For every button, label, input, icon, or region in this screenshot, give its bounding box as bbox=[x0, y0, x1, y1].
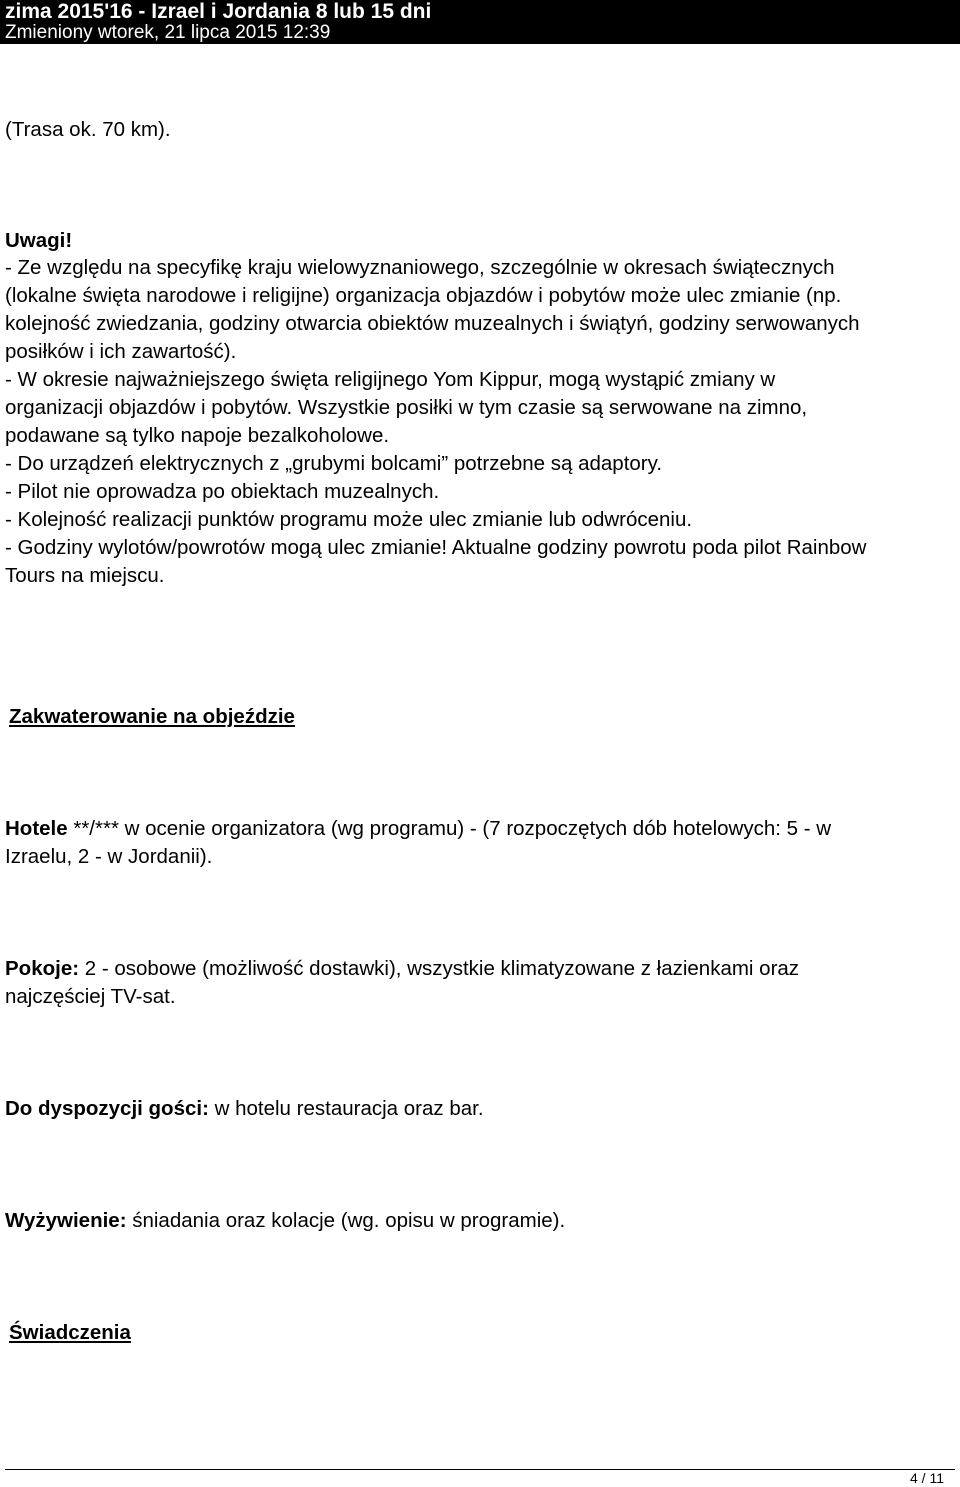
facilities-label: Do dyspozycji gości: bbox=[5, 1097, 209, 1120]
accommodation-heading: Zakwaterowanie na objeździe bbox=[9, 705, 295, 728]
rooms-line bbox=[5, 955, 955, 983]
notes-line: (lokalne święta narodowe i religijne) organizacja objazdów i pobytów może ulec zmianie (np. bbox=[5, 284, 842, 307]
notes-line: Tours na miejscu. bbox=[5, 564, 165, 587]
notes-line: - Ze względu na specyfikę kraju wielowyznaniowego, szczególnie w okresach świątecznych bbox=[5, 256, 835, 279]
notes-line: - Do urządzeń elektrycznych z „grubymi bolcami” potrzebne są adaptory. bbox=[5, 452, 663, 475]
rooms-line-2: najczęściej TV-sat. bbox=[5, 985, 176, 1008]
modified-date: Zmieniony wtorek, 21 lipca 2015 12:39 bbox=[5, 22, 331, 43]
notes-title: Uwagi! bbox=[5, 229, 73, 252]
facilities-text: w hotelu restauracja oraz bar. bbox=[208, 1097, 484, 1120]
hotels-text: **/*** w ocenie organizatora (wg programu) - (7 rozpoczętych dób hotelowych: 5 - w bbox=[67, 817, 832, 840]
meals-label: Wyżywienie: bbox=[5, 1209, 127, 1232]
notes-line: - W okresie najważniejszego święta religijnego Yom Kippur, mogą wystąpić zmiany w bbox=[5, 368, 776, 391]
notes-line: - Kolejność realizacji punktów programu może ulec zmianie lub odwróceniu. bbox=[5, 508, 693, 531]
hotels-line-2: Izraelu, 2 - w Jordanii). bbox=[5, 845, 213, 868]
meals-text: śniadania oraz kolacje (wg. opisu w programie). bbox=[126, 1209, 566, 1232]
benefits-heading: Świadczenia bbox=[9, 1321, 131, 1344]
notes-line: posiłków i ich zawartość). bbox=[5, 340, 237, 363]
document-header bbox=[0, 0, 960, 44]
page-number: 4 / 11 bbox=[910, 1470, 944, 1486]
notes-line: - Pilot nie oprowadza po obiektach muzealnych. bbox=[5, 480, 440, 503]
notes-line: podawane są tylko napoje bezalkoholowe. bbox=[5, 424, 390, 447]
route-note: (Trasa ok. 70 km). bbox=[5, 118, 171, 141]
rooms-text: 2 - osobowe (możliwość dostawki), wszystkie klimatyzowane z łazienkami oraz bbox=[79, 957, 800, 980]
facilities-line bbox=[5, 1095, 955, 1123]
document-title: zima 2015'16 - Izrael i Jordania 8 lub 15 dni bbox=[5, 0, 432, 23]
notes-line: organizacji objazdów i pobytów. Wszystkie posiłki w tym czasie są serwowane na zimno, bbox=[5, 396, 808, 419]
hotels-line bbox=[5, 815, 955, 843]
rooms-label: Pokoje: bbox=[5, 957, 80, 980]
notes-line: kolejność zwiedzania, godziny otwarcia obiektów muzealnych i świątyń, godziny serwowanych bbox=[5, 312, 860, 335]
hotels-label: Hotele bbox=[5, 817, 68, 840]
notes-line: - Godziny wylotów/powrotów mogą ulec zmianie! Aktualne godziny powrotu poda pilot Rainbow bbox=[5, 536, 867, 559]
footer-divider bbox=[5, 1469, 955, 1470]
meals-line bbox=[5, 1207, 955, 1235]
